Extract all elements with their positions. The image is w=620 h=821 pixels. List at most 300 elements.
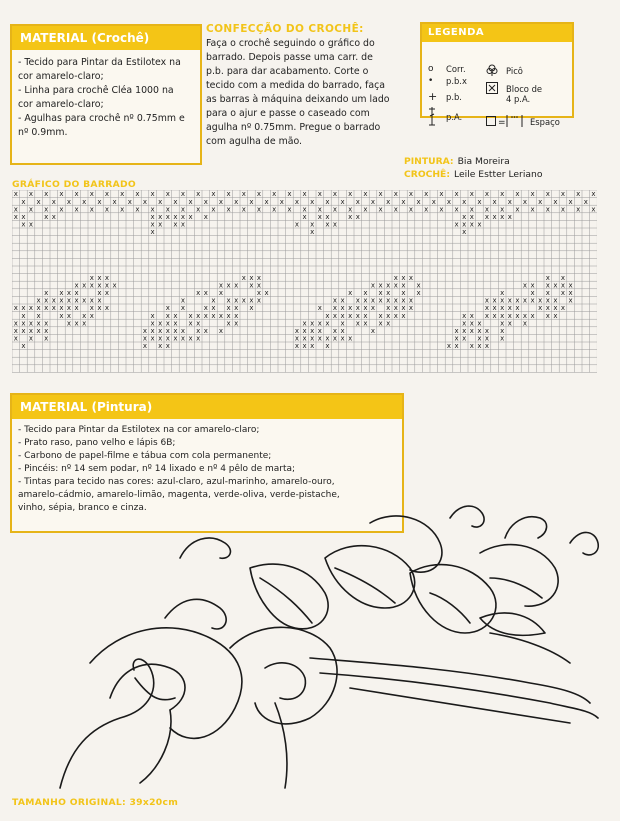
chart-mark: x: [454, 205, 459, 214]
confeccao-line: tecido com a medida do barrado, faça: [206, 80, 385, 91]
chart-mark: x: [21, 197, 26, 206]
chart-mark: x: [568, 296, 573, 305]
chart-mark: x: [325, 319, 330, 328]
chart-mark: x: [469, 190, 474, 199]
chart-mark: x: [180, 327, 186, 336]
chart-mark: x: [370, 296, 376, 305]
chart-mark: x: [249, 197, 254, 206]
chart-mark: x: [393, 273, 398, 282]
chart-mark: x: [135, 205, 140, 214]
chart-mark: x: [13, 304, 18, 313]
chart-mark: x: [188, 319, 193, 328]
chart-mark: x: [234, 281, 239, 290]
chart-mark: x: [401, 311, 406, 320]
chart-mark: x: [211, 190, 216, 199]
chart-mark: x: [340, 304, 345, 313]
chart-mark: x: [363, 205, 368, 214]
chart-mark: x: [158, 327, 163, 336]
chart-mark: x: [13, 319, 18, 328]
chart-mark: x: [21, 311, 26, 320]
chart-mark: x: [97, 289, 102, 298]
chart-mark: x: [332, 311, 338, 320]
chart-mark: x: [424, 190, 429, 199]
chart-mark: x: [386, 319, 391, 328]
chart-mark: x: [241, 205, 246, 214]
chart-mark: x: [332, 190, 338, 199]
chart-mark: x: [180, 213, 186, 222]
chart-mark: x: [28, 304, 34, 313]
chart-mark: x: [325, 213, 330, 222]
legend-item-pbx: [428, 76, 467, 86]
svg-text:=: =: [498, 118, 506, 128]
chart-mark: x: [340, 319, 345, 328]
chart-mark: x: [256, 281, 262, 290]
chart-mark: x: [180, 190, 186, 199]
confeccao-line: p.b. para dar acabamento. Corte o: [206, 66, 369, 77]
chart-mark: x: [484, 327, 490, 336]
chart-mark: x: [97, 273, 102, 282]
chart-mark: x: [150, 228, 155, 237]
chart-mark: x: [59, 304, 64, 313]
chart-mark: x: [302, 342, 307, 351]
chart-mark: x: [150, 327, 155, 336]
chart-mark: x: [89, 311, 94, 320]
chart-mark: x: [150, 205, 155, 214]
chart-mark: x: [469, 213, 474, 222]
chart-mark: x: [272, 190, 277, 199]
chart-mark: x: [538, 296, 543, 305]
chart-mark: x: [332, 205, 338, 214]
chart-mark: x: [142, 334, 148, 343]
chart-mark: x: [13, 205, 18, 214]
legend-item-espaco: [486, 114, 560, 130]
chart-mark: x: [386, 281, 391, 290]
chart-mark: x: [142, 342, 148, 351]
chart-mark: x: [59, 205, 64, 214]
chart-mark: x: [386, 304, 391, 313]
chart-mark: x: [484, 304, 490, 313]
chart-mark: x: [150, 220, 155, 229]
single-crochet-icon: +: [428, 90, 438, 103]
chart-mark: x: [462, 334, 467, 343]
chart-mark: x: [317, 319, 322, 328]
chart-mark: x: [332, 327, 338, 336]
chart-mark: x: [477, 334, 482, 343]
chart-mark: x: [401, 273, 406, 282]
chart-mark: x: [294, 342, 300, 351]
chart-mark: x: [393, 304, 398, 313]
chart-mark: x: [36, 327, 41, 336]
chart-mark: x: [560, 190, 566, 199]
chart-mark: x: [408, 273, 414, 282]
chart-mark: x: [211, 311, 216, 320]
chart-mark: x: [36, 296, 41, 305]
chart-mark: x: [150, 334, 155, 343]
chart-mark: x: [203, 197, 208, 206]
crochet-chart-grid: [12, 190, 597, 380]
chart-mark: x: [462, 311, 467, 320]
chart-mark: x: [36, 311, 41, 320]
chart-mark: x: [158, 197, 163, 206]
chart-mark: x: [446, 342, 452, 351]
chart-mark: x: [507, 197, 512, 206]
chart-mark: x: [173, 197, 178, 206]
chart-mark: x: [74, 281, 79, 290]
material-pintura-line: - Carbono de papel-filme e tábua com cola permanente;: [18, 451, 272, 461]
chart-mark: x: [173, 220, 178, 229]
chart-mark: x: [51, 304, 56, 313]
chart-mark: x: [310, 197, 315, 206]
chart-mark: x: [28, 190, 34, 199]
chart-mark: x: [211, 205, 216, 214]
chart-mark: x: [393, 311, 398, 320]
chart-mark: x: [249, 304, 254, 313]
chart-mark: x: [150, 311, 155, 320]
chart-mark: x: [44, 327, 49, 336]
chart-mark: x: [484, 213, 490, 222]
chart-mark: x: [82, 281, 87, 290]
chart-mark: x: [44, 304, 49, 313]
chart-mark: x: [104, 304, 110, 313]
chart-mark: x: [477, 220, 482, 229]
chart-mark: x: [439, 205, 444, 214]
chart-mark: x: [477, 342, 482, 351]
chart-mark: x: [484, 342, 490, 351]
chart-mark: x: [386, 311, 391, 320]
chart-mark: x: [302, 213, 307, 222]
legend-item-pb: [428, 90, 462, 103]
chart-mark: x: [89, 205, 94, 214]
chart-mark: x: [158, 220, 163, 229]
chart-mark: x: [348, 205, 353, 214]
chart-mark: x: [142, 327, 148, 336]
chart-mark: x: [408, 304, 414, 313]
chart-mark: x: [325, 334, 330, 343]
chart-mark: x: [340, 334, 345, 343]
chart-mark: x: [507, 304, 512, 313]
chart-mark: x: [560, 273, 566, 282]
chart-mark: x: [279, 197, 284, 206]
chart-mark: x: [89, 190, 94, 199]
chart-mark: x: [408, 190, 414, 199]
chart-mark: x: [112, 197, 117, 206]
confeccao-section: [206, 23, 398, 149]
chart-mark: x: [469, 327, 474, 336]
chart-mark: x: [51, 296, 56, 305]
chart-mark: x: [340, 197, 345, 206]
chart-mark: x: [256, 205, 262, 214]
chart-mark: x: [538, 197, 543, 206]
chart-mark: x: [553, 304, 558, 313]
chart-mark: x: [234, 311, 239, 320]
original-size-label: TAMANHO ORIGINAL: 39x20cm: [12, 797, 179, 808]
chart-mark: x: [477, 327, 482, 336]
chart-mark: x: [591, 205, 596, 214]
material-croche-line: cor amarelo-claro;: [18, 71, 104, 82]
chart-mark: x: [226, 311, 231, 320]
chart-mark: x: [522, 197, 528, 206]
chart-mark: x: [462, 197, 467, 206]
chart-mark: x: [492, 197, 497, 206]
material-pintura-line: - Prato raso, pano velho e lápis 6B;: [18, 438, 176, 448]
chart-mark: x: [545, 289, 550, 298]
chart-mark: x: [560, 304, 566, 313]
chart-mark: x: [97, 296, 102, 305]
confeccao-line: Faça o crochê seguindo o gráfico do: [206, 38, 375, 49]
chart-mark: x: [378, 289, 383, 298]
chart-mark: x: [477, 319, 482, 328]
chart-mark: x: [142, 197, 148, 206]
material-croche-line: nº 0.9mm.: [18, 127, 68, 138]
chart-mark: x: [348, 289, 353, 298]
chart-mark: x: [431, 197, 436, 206]
chart-mark: x: [165, 205, 170, 214]
chart-mark: x: [226, 281, 231, 290]
chart-mark: x: [370, 327, 376, 336]
chart-mark: x: [89, 296, 94, 305]
material-croche-line: - Agulhas para crochê nº 0.75mm e: [18, 113, 185, 124]
chart-mark: x: [241, 273, 246, 282]
chart-mark: x: [234, 304, 239, 313]
confeccao-line: agulha nº 0.75mm. Pregue o barrado: [206, 122, 381, 133]
chart-mark: x: [393, 190, 398, 199]
chart-mark: x: [348, 334, 353, 343]
chart-mark: x: [82, 296, 87, 305]
chart-mark: x: [355, 304, 360, 313]
chart-mark: x: [188, 197, 193, 206]
credit-pintura-label: PINTURA:: [404, 156, 454, 167]
chart-mark: x: [13, 190, 18, 199]
chart-mark: x: [196, 319, 201, 328]
chart-mark: x: [310, 228, 315, 237]
chart-mark: x: [370, 304, 376, 313]
chart-mark: x: [226, 296, 231, 305]
chart-mark: x: [325, 311, 330, 320]
chart-mark: x: [158, 334, 163, 343]
credit-pintura-name: Bia Moreira: [457, 156, 510, 167]
chart-mark: x: [454, 327, 459, 336]
chart-mark: x: [522, 281, 528, 290]
chart-mark: x: [355, 213, 360, 222]
chart-mark: x: [28, 319, 34, 328]
chart-mark: x: [317, 304, 322, 313]
chart-mark: x: [583, 197, 588, 206]
chart-mark: x: [310, 220, 315, 229]
calla-lily-line-drawing: [50, 498, 610, 803]
chart-mark: x: [180, 205, 186, 214]
chart-mark: x: [66, 296, 72, 305]
chart-mark: x: [44, 334, 49, 343]
chart-mark: x: [378, 205, 383, 214]
chart-mark: x: [203, 311, 208, 320]
chart-mark: x: [165, 327, 170, 336]
chart-mark: x: [66, 319, 72, 328]
chart-mark: x: [310, 327, 315, 336]
chart-mark: x: [515, 190, 520, 199]
chart-mark: x: [401, 289, 406, 298]
chart-mark: x: [66, 304, 72, 313]
chart-mark: x: [104, 289, 110, 298]
chart-mark: x: [393, 281, 398, 290]
material-croche-box: [10, 24, 202, 165]
chart-mark: x: [484, 190, 490, 199]
chart-mark: x: [59, 296, 64, 305]
chart-mark: x: [591, 190, 596, 199]
chart-mark: x: [226, 190, 231, 199]
chart-mark: x: [568, 281, 573, 290]
chart-mark: x: [462, 220, 467, 229]
chart-mark: x: [507, 296, 512, 305]
chart-marks: [14, 190, 596, 350]
chart-mark: x: [484, 334, 490, 343]
chart-mark: x: [158, 342, 163, 351]
chart-mark: x: [545, 205, 550, 214]
chart-mark: x: [500, 304, 505, 313]
chart-mark: x: [150, 213, 155, 222]
material-pintura-line: - Pincéis: nº 14 sem podar, nº 14 lixado e nº 4 pêlo de marta;: [18, 464, 296, 474]
chart-mark: x: [401, 304, 406, 313]
chart-mark: x: [530, 296, 535, 305]
chart-mark: x: [363, 296, 368, 305]
chart-mark: x: [180, 334, 186, 343]
credits: [404, 155, 542, 181]
chart-mark: x: [150, 190, 155, 199]
chart-mark: x: [36, 319, 41, 328]
chart-mark: x: [310, 319, 315, 328]
chart-mark: x: [28, 205, 34, 214]
chart-mark: x: [44, 205, 49, 214]
material-pintura-line: - Tintas para tecido nas cores: azul-claro, azul-marinho, amarelo-ouro,: [18, 477, 335, 487]
chart-mark: x: [89, 273, 94, 282]
chart-mark: x: [74, 304, 79, 313]
chart-mark: x: [36, 304, 41, 313]
chart-mark: x: [363, 289, 368, 298]
chart-mark: x: [355, 197, 360, 206]
chart-mark: x: [378, 190, 383, 199]
chart-mark: x: [332, 296, 338, 305]
chart-mark: x: [348, 190, 353, 199]
material-croche-line: - Linha para crochê Cléa 1000 na: [18, 85, 174, 96]
chart-mark: x: [408, 296, 414, 305]
chart-mark: x: [332, 334, 338, 343]
credit-croche-name: Leile Estter Leriano: [454, 169, 543, 180]
chart-mark: x: [325, 197, 330, 206]
chart-mark: x: [158, 213, 163, 222]
chart-mark: x: [401, 281, 406, 290]
chart-mark: x: [492, 213, 497, 222]
chart-mark: x: [249, 281, 254, 290]
chart-mark: x: [484, 205, 490, 214]
chart-mark: x: [59, 289, 64, 298]
chart-mark: x: [484, 311, 490, 320]
chart-mark: x: [522, 311, 528, 320]
legend-label: p.b.x: [446, 76, 467, 86]
chart-mark: x: [568, 197, 573, 206]
chart-mark: x: [302, 334, 307, 343]
chart-mark: x: [332, 220, 338, 229]
material-croche-title: MATERIAL (Crochê): [12, 26, 200, 50]
chart-mark: x: [226, 205, 231, 214]
block-icon: [486, 82, 498, 96]
chart-mark: x: [74, 319, 79, 328]
chart-mark: x: [59, 311, 64, 320]
chart-mark: x: [302, 190, 307, 199]
chart-mark: x: [127, 197, 132, 206]
material-croche-list: [12, 50, 200, 140]
chart-mark: x: [234, 296, 239, 305]
chart-mark: x: [158, 319, 163, 328]
chart-mark: x: [66, 197, 72, 206]
chart-mark: x: [294, 197, 300, 206]
chart-mark: x: [530, 311, 535, 320]
chart-mark: x: [378, 319, 383, 328]
chart-mark: x: [310, 342, 315, 351]
chart-mark: x: [21, 213, 26, 222]
chart-mark: x: [515, 296, 520, 305]
chart-mark: x: [165, 334, 170, 343]
chart-mark: x: [82, 197, 87, 206]
chart-mark: x: [492, 304, 497, 313]
chart-mark: x: [150, 319, 155, 328]
chart-mark: x: [386, 289, 391, 298]
chart-mark: x: [196, 190, 201, 199]
chart-mark: x: [51, 213, 56, 222]
chart-mark: x: [97, 197, 102, 206]
material-pintura-line: - Tecido para Pintar da Estilotex na cor amarelo-claro;: [18, 425, 260, 435]
chart-mark: x: [44, 319, 49, 328]
chart-mark: x: [545, 281, 550, 290]
chart-mark: x: [500, 311, 505, 320]
chart-mark: x: [553, 311, 558, 320]
chart-mark: x: [469, 205, 474, 214]
chart-mark: x: [28, 220, 34, 229]
confeccao-text: [206, 37, 398, 149]
chart-mark: x: [545, 311, 550, 320]
chart-mark: x: [302, 205, 307, 214]
chart-title: GRÁFICO DO BARRADO: [12, 179, 137, 190]
chart-mark: x: [492, 311, 497, 320]
chart-mark: x: [515, 304, 520, 313]
chart-mark: x: [310, 334, 315, 343]
legend-item-pa: [428, 106, 462, 128]
legend-label: 4 p.A.: [506, 94, 531, 104]
chart-mark: x: [424, 205, 429, 214]
chart-mark: x: [355, 319, 360, 328]
chart-mark: x: [165, 311, 170, 320]
confeccao-line: as barras à máquina deixando um lado: [206, 94, 390, 105]
chart-mark: x: [256, 289, 262, 298]
double-crochet-icon: [428, 106, 440, 128]
chart-mark: x: [203, 213, 208, 222]
chart-mark: x: [82, 319, 87, 328]
chart-mark: x: [294, 327, 300, 336]
legend-label: p.b.: [446, 91, 462, 102]
chart-mark: x: [560, 281, 566, 290]
chart-mark: x: [218, 327, 224, 336]
chart-mark: x: [272, 205, 277, 214]
chart-mark: x: [196, 205, 201, 214]
chart-mark: x: [332, 304, 338, 313]
chart-mark: x: [462, 319, 467, 328]
chart-mark: x: [378, 296, 383, 305]
chart-mark: x: [568, 289, 573, 298]
chart-mark: x: [89, 281, 94, 290]
chart-mark: x: [21, 304, 26, 313]
chart-mark: x: [218, 289, 224, 298]
chart-mark: x: [13, 334, 18, 343]
confeccao-line: barrado. Depois passe uma carr. de: [206, 52, 373, 63]
chart-mark: x: [28, 334, 34, 343]
